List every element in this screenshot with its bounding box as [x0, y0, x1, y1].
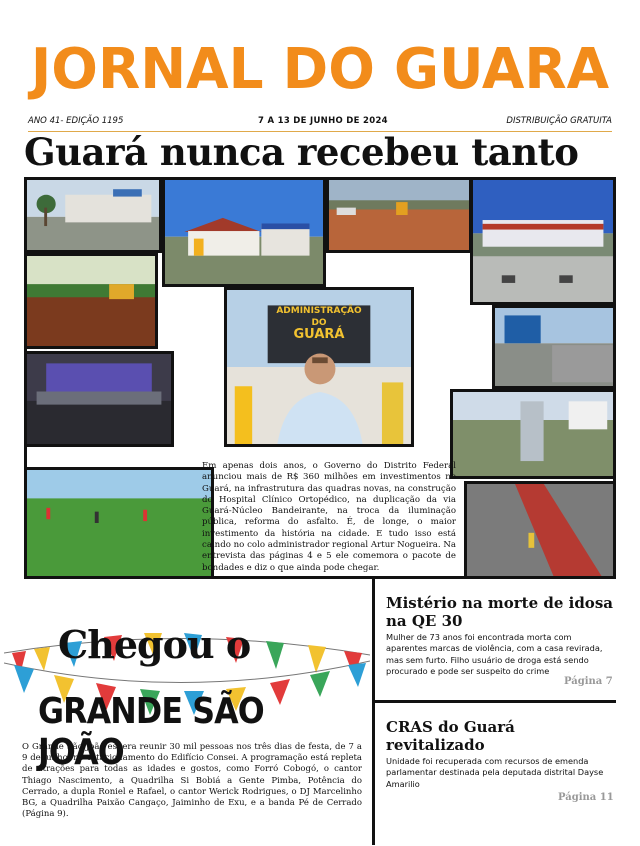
festival-title-line1: Chegou o: [58, 622, 251, 667]
edition-date: 7 A 13 DE JUNHO DE 2024: [258, 116, 388, 126]
photo-hospital-building: [24, 177, 162, 253]
side-story-divider: [372, 700, 616, 703]
edition-number: ANO 41- EDIÇÃO 1195: [28, 116, 124, 126]
photo-road-sign: [492, 305, 616, 389]
photo-landscaping: [24, 253, 158, 349]
photo-bike-path: [464, 481, 616, 579]
photo-concert: [24, 351, 174, 447]
photo-soccer-field: [24, 467, 214, 579]
main-headline: Guará nunca recebeu tanto: [24, 130, 579, 174]
festival-article-text: O Grande São João espera reunir 30 mil pessoas nos três dias de festa, de 7 a 9 de junho, no estacionamento do Edifício Consei. A programação está repleta de atrações para todas as idades e gostos, como Forró Cobogó, o cantor Thiago Nascimento, a Quadrilha Si Bobiá a Gente Pimba, Potência do Cerrado, a dupla Roniel e Rafael, o cantor Werick Rodrigues, o DJ Marcelinho BG, a Quadrilha Paixão Cangaço, Jaiminho de Exu, e a banda Pé de Cerrado (Página 9).: [22, 742, 362, 820]
masthead-title: JORNAL DO GUARA: [30, 37, 610, 102]
side-story-1-title: Mistério na morte de idosa na QE 30: [386, 594, 613, 630]
photo-roadwork: [326, 177, 472, 253]
column-divider: [372, 579, 375, 845]
side-story-2-title: CRAS do Guará revitalizado: [386, 718, 515, 754]
festival-title-line2: GRANDE SÃO JOÃO: [38, 691, 264, 773]
sign-line-2: DO: [311, 318, 327, 328]
sign-administracao: [266, 305, 372, 345]
side-story-2-page-ref: Página 11: [558, 792, 614, 803]
side-story-2-body: Unidade foi recuperada com recursos de emenda parlamentar destinada pela deputada distrital Dayse Amarilio: [386, 756, 604, 789]
photo-sculpture-plaza: [450, 389, 616, 479]
distribution-note: DISTRIBUIÇÃO GRATUITA: [506, 116, 612, 126]
side-story-cras: [386, 718, 614, 790]
side-story-1-body: Mulher de 73 anos foi encontrada morta com aparentes marcas de violência, com a casa revirada, mas sem furto. Filho usuário de droga está sendo procurado e pode ser suspeito do crime: [386, 632, 603, 676]
sign-line-3: GUARÁ: [293, 327, 345, 342]
main-article-text: Em apenas dois anos, o Governo do Distrito Federal anunciou mais de R$ 360 milhões em investimentos no Guará, na infrastrutura das quadras novas, na construção do Hospital Clínico Ortopédico, na duplicação da via Guará-Núcleo Bandeirante, na troca da iluminação pública, reforma do asfalto. É, de longe, o maior investimento da história na cidade. E tudo isso está caindo no colo administrador regional Artur Nogueira. Na entrevista das páginas 4 e 5 ele comemora o pacote de bondades e diz o que ainda pode chegar.: [202, 461, 456, 573]
photo-hospital-render: [470, 177, 616, 305]
side-story-murder: [386, 594, 614, 677]
side-story-1-page-ref: Página 7: [564, 676, 613, 687]
collage-gap: [158, 253, 326, 287]
sign-line-1: ADMINISTRAÇÃO: [276, 306, 362, 316]
